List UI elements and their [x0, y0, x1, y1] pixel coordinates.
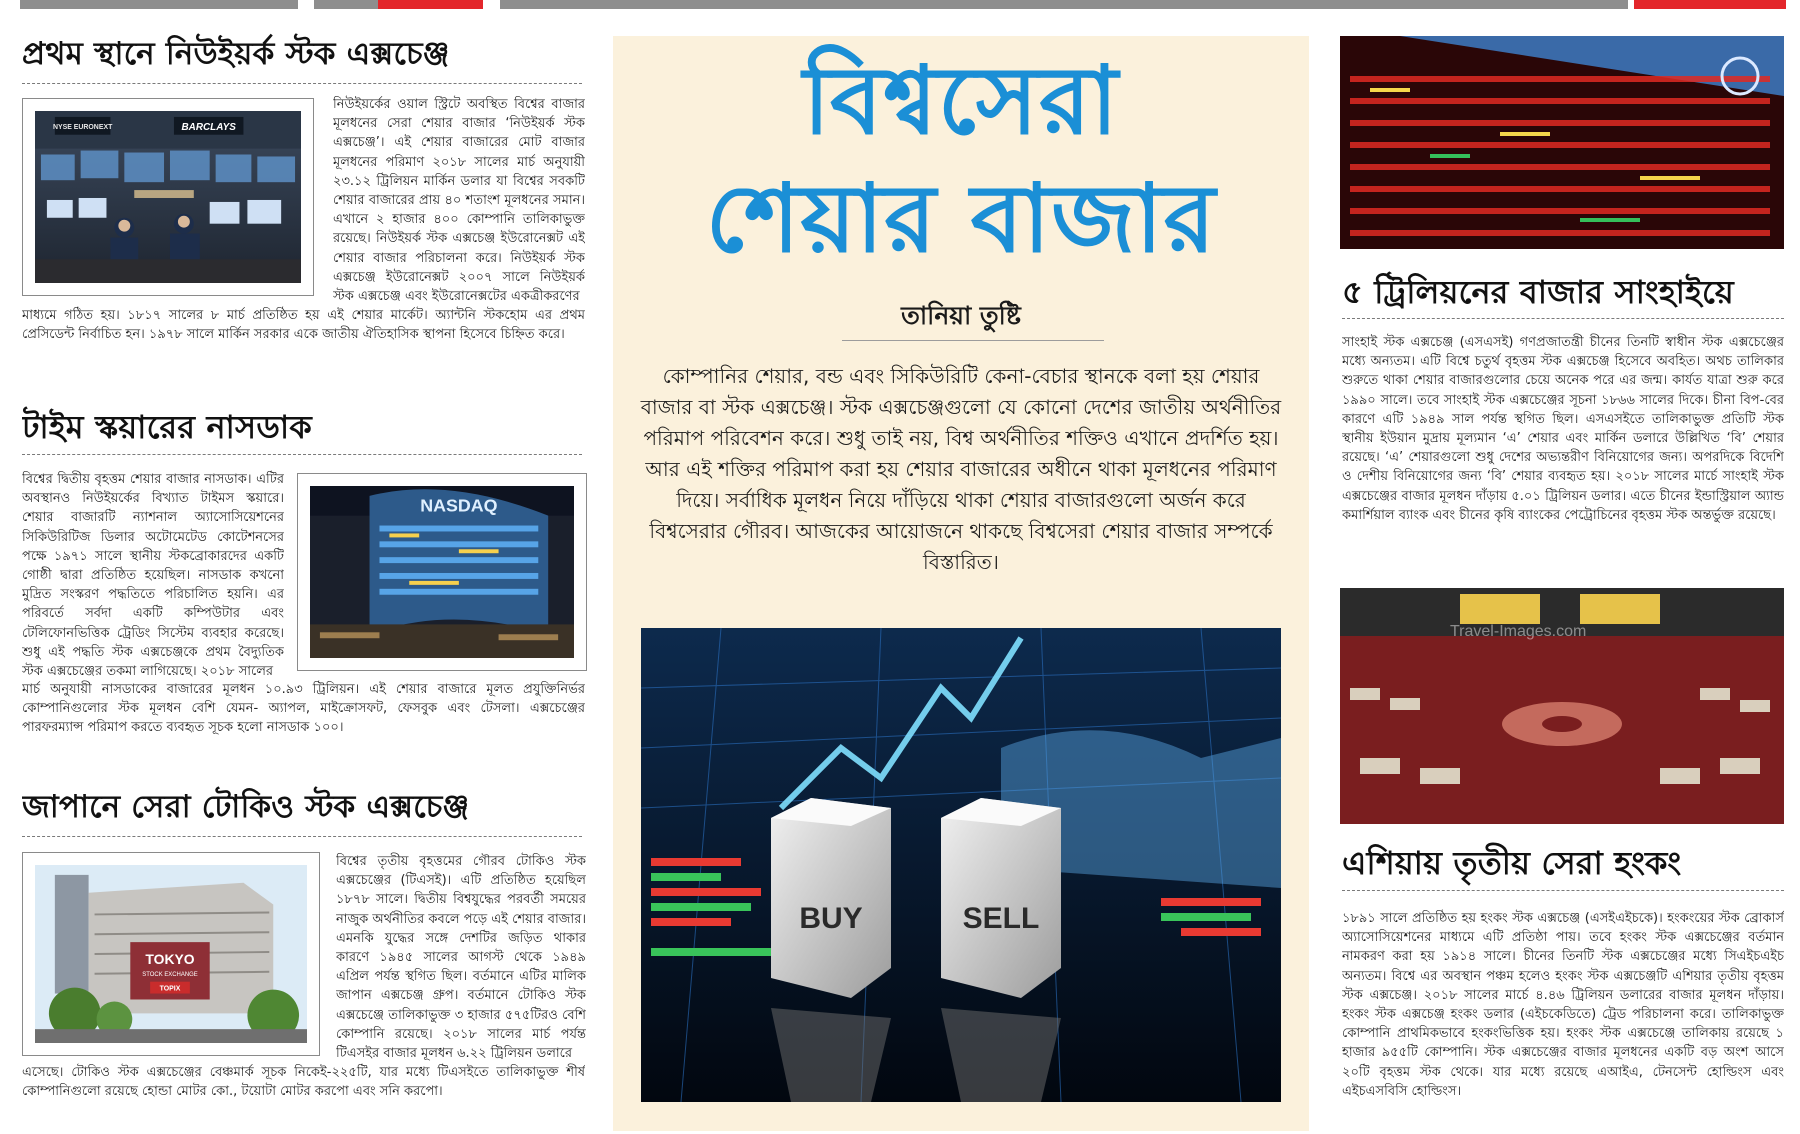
byline-rule [842, 340, 1104, 341]
nasdaq-photo [297, 473, 587, 671]
nasdaq-heading: টাইম স্কয়ারের নাসডাক [22, 408, 312, 446]
nyse-sign-text: NYSE EURONEXT [52, 123, 113, 131]
feature-title-line1: বিশ্বসেরা [803, 47, 1119, 156]
top-bar-grey-left [20, 0, 298, 9]
buy-sell-dice-image [641, 628, 1281, 1102]
nyse-heading: প্রথম স্থানে নিউইয়র্ক স্টক এক্সচেঞ্জ [22, 36, 450, 72]
nyse-body-continued: মাধ্যমে গঠিত হয়। ১৮১৭ সালের ৮ মার্চ প্রতিষ্ঠিত হয় এই শেয়ার মার্কেট। অ্যান্টনি স্টকহোম এর প্রথম প্রেসিডেন্ট নির্বাচিত হন। ১৯৭৮ সালে মার্কিন সরকার একে জাতীয় ঐতিহাসিক স্থাপনা হিসেবে চিহ্নিত করে। [22, 308, 585, 343]
nyse-trading-floor-image [35, 111, 301, 283]
nyse-rule [22, 83, 582, 84]
barclays-sign-text: BARCLAYS [181, 121, 236, 133]
feature-photo [641, 628, 1281, 1102]
hongkong-watermark-text: Travel-Images.com [1450, 623, 1587, 640]
hongkong-rule [1342, 890, 1784, 891]
shanghai-photo [1340, 36, 1784, 249]
shanghai-body: সাংহাই স্টক এক্সচেঞ্জ (এসএসই) গণপ্রজাতন্ত্রী চীনের তিনটি স্বাধীন স্টক এক্সচেঞ্জের মধ্যে অন্যতম। এটি বিশ্বে চতুর্থ বৃহত্তম স্টক এক্সচেঞ্জ হিসেবে অবহিত। অথচ তালিকার শুরুতে থাকা শেয়ার বাজারগুলোর চেয়ে অনেক পরে এর জন্ম। কার্যত যাত্রা শুরু করে ১৯৯০ সালে। তবে সাংহাই স্টক এক্সচেঞ্জের সূচনা ১৮৬৬ সালের দিকে। চীনা বিপ-বের কারণে এটি ১৯৪৯ সাল পর্যন্ত স্থগিত ছিল। এসএসইতে তালিকাভুক্ত প্রতিটি স্টক স্থানীয় ইউয়ান মুদ্রায় মূল্যমান ‘এ’ শেয়ার এবং মার্কিন ডলারে উল্লিখিত ‘বি’ শেয়ার রয়েছে। ‘এ’ শেয়ারগুলো শুধু দেশের অভ্যন্তরীণ বিনিয়োগের জন্য। অপরদিকে বিদেশি ও দেশীয় বিনিয়োগের জন্য ‘বি’ শেয়ার ব্যবহৃত হয়। ২০১৮ সালের মার্চে সাংহাই স্টক এক্সচেঞ্জের বাজার মূলধন দাঁড়ায় ৫.০১ ট্রিলিয়ন ডলার। এতে চীনের ইন্ডাস্ট্রিয়াল অ্যান্ড কমার্শিয়াল ব্যাংক এবং চীনের কৃষি ব্যাংকের পেট্রোচিনের বৃহত্তম স্টক অন্তর্ভুক্ত রয়েছে। [1342, 335, 1784, 523]
shanghai-heading: ৫ ট্রিলিয়নের বাজার সাংহাইয়ে [1342, 273, 1734, 311]
hongkong-heading: এশিয়ায় তৃতীয় সেরা হংকং [1342, 844, 1682, 882]
tokyo-sign-text: TOKYO [145, 950, 195, 967]
tokyo-sign-subtext: STOCK EXCHANGE [142, 971, 198, 978]
tokyo-body: বিশ্বের তৃতীয় বৃহত্তমের গৌরব টোকিও স্টক এক্সচেঞ্জের (টিএসই)। এটি প্রতিষ্ঠিত হয়েছিল ১৮৭৮ সালে। দ্বিতীয় বিশ্বযুদ্ধের পরবর্তী সময়ের নাজুক অর্থনীতির কবলে পড়ে এই শেয়ার বাজার। এমনকি যুদ্ধের সঙ্গে দেশটির জড়িত থাকার কারণে ১৯৪৫ সালের আগস্ট থেকে ১৯৪৯ এপ্রিল পর্যন্ত স্থগিত ছিল। বর্তমানে এটির মালিক জাপান এক্সচেঞ্জ গ্রুপ। বর্তমানে টোকিও স্টক এক্সচেঞ্জে তালিকাভুক্ত ৩ হাজার ৫৭৫টিরও বেশি কোম্পানি রয়েছে। ২০১৮ সালের মার্চ পর্যন্ত টিএসইর বাজার মূলধন ৬.২২ ট্রিলিয়ন ডলারে [336, 854, 586, 1062]
top-bar-red-left [378, 0, 483, 9]
feature-byline: তানিয়া তুষ্টি [901, 301, 1021, 330]
tokyo-heading: জাপানে সেরা টোকিও স্টক এক্সচেঞ্জ [22, 789, 470, 825]
top-bar-grey-small [314, 0, 378, 9]
hongkong-photo [1340, 588, 1784, 824]
nasdaq-body-continued: মার্চ অনুযায়ী নাসডাকের বাজারের মূলধন ১০.৯৩ ট্রিলিয়ন। এই শেয়ার বাজারে মূলত প্রযুক্তিনির্ভর কোম্পানিগুলোর স্টক মূলধন বেশি যেমন- অ্যাপল, মাইক্রোসফট, ফেসবুক এবং টেসলা। এক্সচেঞ্জের পারফরম্যান্স পরিমাপ করতে ব্যবহৃত সূচক হলো নাসডাক ১০০। [22, 682, 585, 736]
feature-intro: কোম্পানির শেয়ার, বন্ড এবং সিকিউরিটি কেনা-বেচার স্থানকে বলা হয় শেয়ার বাজার বা স্টক এক্সচেঞ্জ। স্টক এক্সচেঞ্জগুলো যে কোনো দেশের জাতীয় অর্থনীতির পরিমাপ পরিবেশন করে। শুধু তাই নয়, বিশ্ব অর্থনীতির শক্তিও এখানে প্রদর্শিত হয়। আর এই শক্তির পরিমাপ করা হয় শেয়ার বাজারের অধীনে থাকা মূলধনের পরিমাণ দিয়ে। সর্বাধিক মূলধন নিয়ে দাঁড়িয়ে থাকা শেয়ার বাজারগুলো অর্জন করে বিশ্বসেরার গৌরব। আজকের আয়োজনে থাকছে বিশ্বসেরা শেয়ার বাজার সম্পর্কে বিস্তারিত। [640, 364, 1282, 574]
nasdaq-rule [22, 454, 582, 455]
dice-buy-text: BUY [799, 902, 863, 935]
dice-sell-text: SELL [962, 902, 1040, 935]
top-bar-red-right [1634, 0, 1786, 9]
shanghai-ticker-board-image [1340, 36, 1784, 249]
tokyo-photo [22, 852, 320, 1056]
nasdaq-sign-text: NASDAQ [420, 495, 498, 516]
nyse-body: নিউইয়র্কের ওয়াল স্ট্রিটে অবস্থিত বিশ্বের বাজার মূলধনের সেরা শেয়ার বাজার ‘নিউইয়র্ক স্টক এক্সচেঞ্জ’। এই শেয়ার বাজারের মোট বাজার মূলধনের পরিমাণ ২০১৮ সালের মার্চ অনুযায়ী ২৩.১২ ট্রিলিয়ন মার্কিন ডলার যা বিশ্বের সবকটি শেয়ার বাজারের প্রায় ৪০ শতাংশ মূলধনের সমান। এখানে ২ হাজার ৪০০ কোম্পানি তালিকাভুক্ত রয়েছে। নিউইয়র্ক স্টক এক্সচেঞ্জ ইউরোনেক্সট এই শেয়ার বাজার পরিচালনা করে। নিউইয়র্ক স্টক এক্সচেঞ্জ ইউরোনেক্সট ২০০৭ সালে নিউইয়র্ক স্টক এক্সচেঞ্জ এবং ইউরোনেক্সটের একত্রীকরণের [333, 97, 585, 305]
nyse-photo [22, 98, 314, 296]
shanghai-rule [1342, 318, 1784, 319]
top-bar-grey-wide [500, 0, 1628, 9]
tokyo-rule [22, 836, 582, 837]
tokyo-body-continued: এসেছে। টোকিও স্টক এক্সচেঞ্জের বেঞ্চমার্ক সূচক নিকেই-২২৫টি, যার মধ্যে টিএসইতে তালিকাভুক্ত শীর্ষ কোম্পানিগুলো রয়েছে হোন্ডা মোটর কো., টয়োটা মোটর করপো এবং সনি করপো। [22, 1065, 585, 1100]
nasdaq-body: বিশ্বের দ্বিতীয় বৃহত্তম শেয়ার বাজার নাসডাক। এটির অবস্থানও নিউইয়র্কের বিখ্যাত টাইমস স্কয়ারে। শেয়ার বাজারটি ন্যাশনাল অ্যাসোসিয়েশনের সিকিউরিটিজ ডিলার অটোমেটেড কোটেশনসের পক্ষে ১৯৭১ সালে স্থানীয় স্টকব্রোকারদের একটি গোষ্ঠী দ্বারা প্রতিষ্ঠিত হয়েছিল। নাসডাক কখনো মুদ্রিত সংস্করণ পদ্ধতিতে পরিচালিত হয়নি। এর পরিবর্তে সর্বদা একটি কম্পিউটার এবং টেলিফোনভিত্তিক ট্রেডিং সিস্টেম ব্যবহার করেছে। শুধু এই পদ্ধতি স্টক এক্সচেঞ্জকে প্রথম বৈদ্যুতিক স্টক এক্সচেঞ্জের তকমা লাগিয়েছে। ২০১৮ সালের [22, 472, 284, 680]
hongkong-trading-hall-image [1340, 588, 1784, 824]
topix-sign-text: TOPIX [159, 985, 181, 993]
tokyo-building-image [35, 865, 307, 1043]
nasdaq-tower-image [310, 486, 574, 658]
hongkong-body: ১৮৯১ সালে প্রতিষ্ঠিত হয় হংকং স্টক এক্সচেঞ্জ (এসইএইচকে)। হংকংয়ের স্টক ব্রোকার্স অ্যাসোসিয়েশনের মাধ্যমে এটি প্রতিষ্ঠা পায়। তবে হংকং স্টক এক্সচেঞ্জের বর্তমান নামকরণ করা হয় ১৯১৪ সালে। চীনের তিনটি স্টক এক্সচেঞ্জের মধ্যে সিএইচএইচ অন্যতম। বিশ্বে এর অবস্থান পঞ্চম হলেও হংকং স্টক এক্সচেঞ্জটি এশিয়ার তৃতীয় বৃহত্তম স্টক এক্সচেঞ্জ। ২০১৮ সালের মার্চে ৪.৪৬ ট্রিলিয়ন ডলারের বাজার মূলধন দাঁড়ায়। হংকং স্টক এক্সচেঞ্জ হংকং ডলার (এইচকেডিতে) ট্রেড পরিচালনা করে। তালিকাভুক্ত কোম্পানি প্রাথমিকভাবে হংকংভিত্তিক হয়। হংকং স্টক এক্সচেঞ্জে তালিকায় রয়েছে ১ হাজার ৯৫৫টি কোম্পানি। স্টক এক্সচেঞ্জের বাজার মূলধনের একটি বড় অংশ আসে ২০টি বৃহত্তম স্টক থেকে। যার মধ্যে রয়েছে এআইএ, টেনসেন্ট হোল্ডিংস এবং এইচএসবিসি হোল্ডিংস। [1342, 911, 1784, 1099]
feature-title-line2: শেয়ার বাজার [705, 165, 1217, 274]
